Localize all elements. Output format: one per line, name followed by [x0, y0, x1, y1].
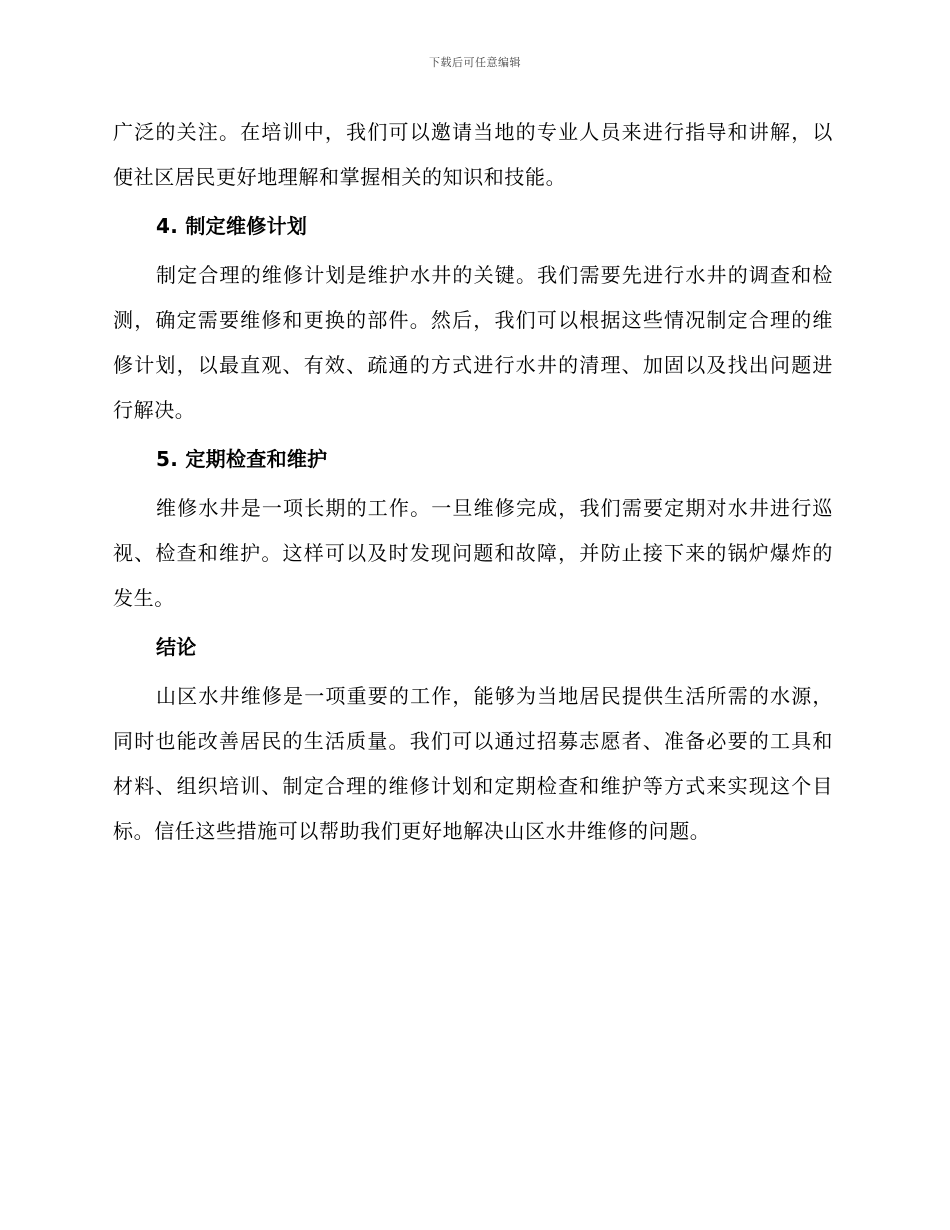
intro-continuation-paragraph: 广泛的关注。在培训中，我们可以邀请当地的专业人员来进行指导和讲解，以便社区居民更好地理解和掌握相关的知识和技能。	[113, 120, 833, 189]
page-header: 下载后可任意编辑	[429, 56, 521, 69]
conclusion-heading: 结论	[156, 635, 197, 659]
conclusion-paragraph: 山区水井维修是一项重要的工作，能够为当地居民提供生活所需的水源，同时也能改善居民的生活质量。我们可以通过招募志愿者、准备必要的工具和材料、组织培训、制定合理的维修计划和定期检查和维护等方式来实现这个目标。信任这些措施可以帮助我们更好地解决山区水井维修的问题。	[113, 684, 833, 843]
section-4-paragraph: 制定合理的维修计划是维护水井的关键。我们需要先进行水井的调查和检测，确定需要维修和更换的部件。然后，我们可以根据这些情况制定合理的维修计划，以最直观、有效、疏通的方式进行水井的清理、加固以及找出问题进行解决。	[113, 263, 833, 422]
section-5-paragraph: 维修水井是一项长期的工作。一旦维修完成，我们需要定期对水井进行巡视、检查和维护。这样可以及时发现问题和故障，并防止接下来的锅炉爆炸的发生。	[113, 496, 833, 610]
section-4-heading: 4. 制定维修计划	[156, 214, 308, 238]
document-body	[113, 110, 833, 854]
section-5-heading: 5. 定期检查和维护	[156, 447, 328, 471]
